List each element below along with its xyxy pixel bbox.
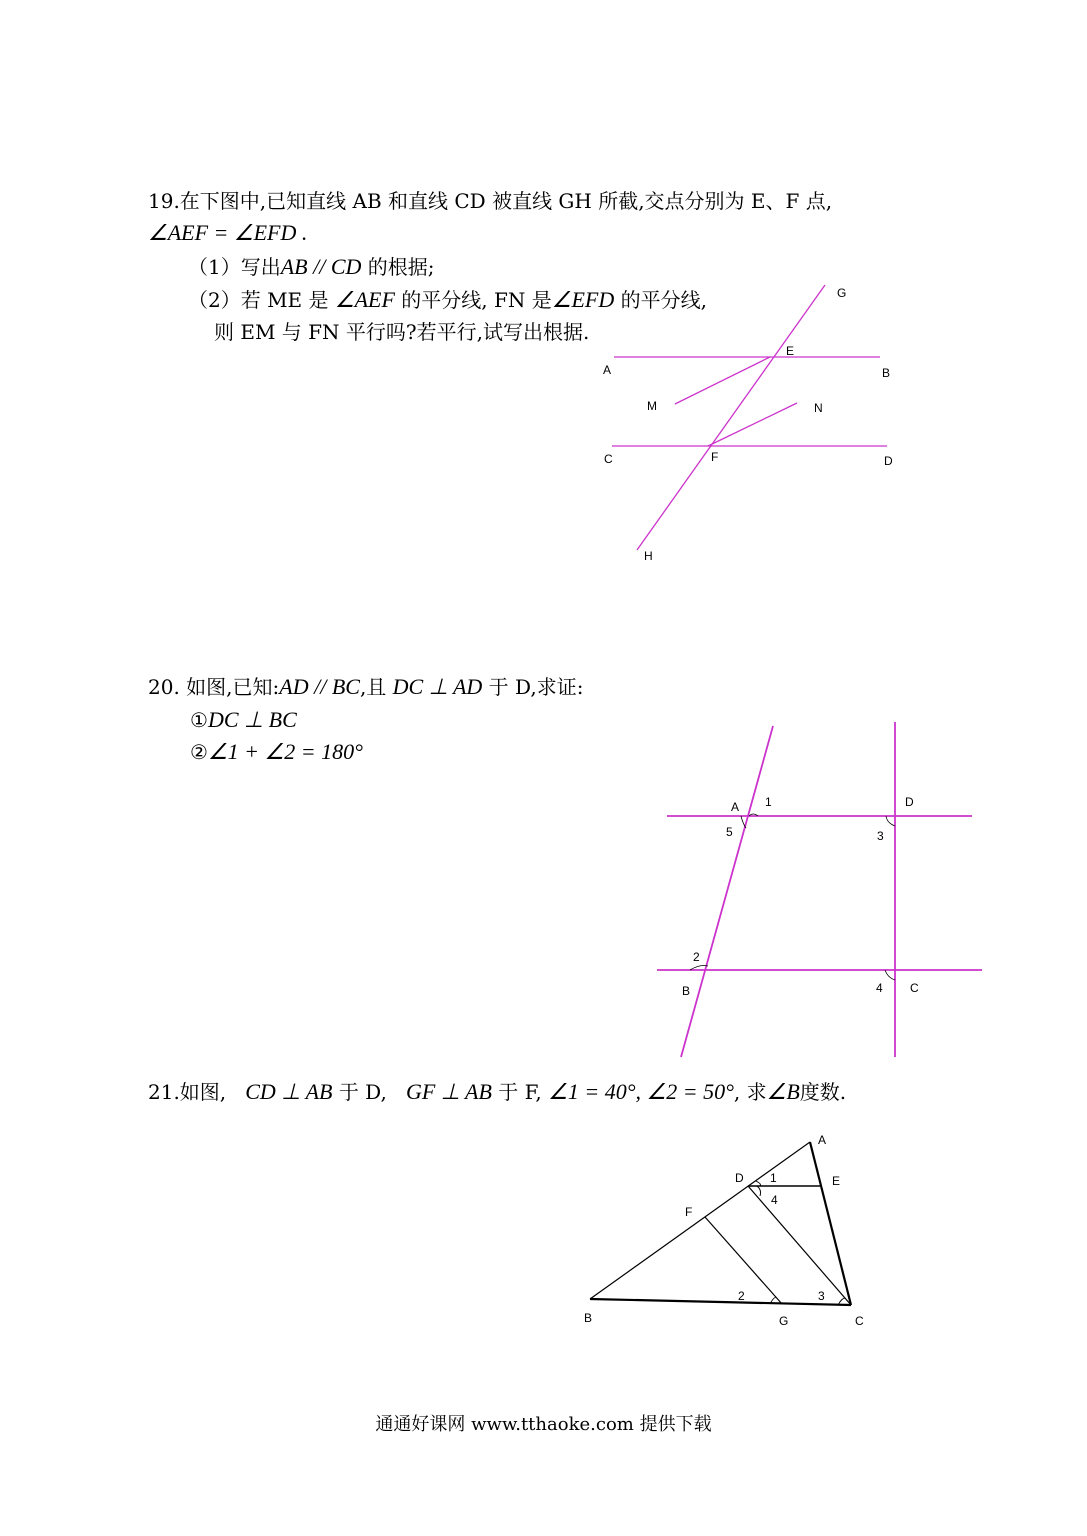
q20-item2: ②∠1 + ∠2 = 180° xyxy=(190,739,363,764)
label-4: 4 xyxy=(876,981,883,995)
side-bc xyxy=(590,1299,851,1305)
q20-statement: 20. 如图,已知:AD // BC,且 DC ⊥ AD 于 D,求证: xyxy=(148,674,584,699)
label-3: 3 xyxy=(877,829,884,843)
label-1: 1 xyxy=(765,795,772,809)
q19-sub1: （1）写出AB // CD 的根据; xyxy=(188,254,435,279)
page-footer: 通通好课网 www.tthaoke.com 提供下载 xyxy=(375,1414,712,1435)
q21-statement: 21.如图, CD ⊥ AB 于 D, GF ⊥ AB 于 F, ∠1 = 40°, ∠2 = 50°, 求∠B度数. xyxy=(148,1079,847,1104)
label-g: G xyxy=(779,1314,789,1328)
label-e: E xyxy=(786,344,795,358)
label-g: G xyxy=(837,286,847,300)
q19-sub2: （2）若 ME 是 ∠AEF 的平分线, FN 是∠EFD 的平分线, xyxy=(188,287,707,312)
label-a: A xyxy=(818,1133,827,1147)
label-5: 5 xyxy=(726,825,733,839)
label-b: B xyxy=(682,984,691,998)
side-ba xyxy=(590,1142,810,1299)
label-b: B xyxy=(882,366,891,380)
label-f: F xyxy=(685,1205,693,1219)
q20-item1: ①DC ⊥ BC xyxy=(190,707,297,732)
label-3: 3 xyxy=(818,1289,825,1303)
label-e: E xyxy=(832,1174,841,1188)
q19-sub2-line2: 则 EM 与 FN 平行吗?若平行,试写出根据. xyxy=(214,320,590,344)
label-c: C xyxy=(910,981,919,995)
label-d: D xyxy=(735,1171,744,1185)
label-a: A xyxy=(731,800,740,814)
q19-line1: 19.在下图中,已知直线 AB 和直线 CD 被直线 GH 所截,交点分别为 E、F 点, xyxy=(148,189,833,213)
label-d: D xyxy=(884,454,893,468)
label-4: 4 xyxy=(771,1193,778,1207)
label-d: D xyxy=(905,795,914,809)
label-2: 2 xyxy=(738,1289,745,1303)
label-a: A xyxy=(603,363,612,377)
label-n: N xyxy=(814,401,823,415)
arc-4 xyxy=(757,1186,761,1196)
q19-given: ∠AEF = ∠EFD . xyxy=(148,220,308,245)
label-c: C xyxy=(855,1314,864,1328)
label-m: M xyxy=(647,399,657,413)
label-2: 2 xyxy=(693,950,700,964)
label-b: B xyxy=(584,1311,593,1325)
label-c: C xyxy=(604,452,613,466)
label-f: F xyxy=(711,450,719,464)
label-h: H xyxy=(644,549,653,563)
label-1: 1 xyxy=(770,1171,777,1185)
